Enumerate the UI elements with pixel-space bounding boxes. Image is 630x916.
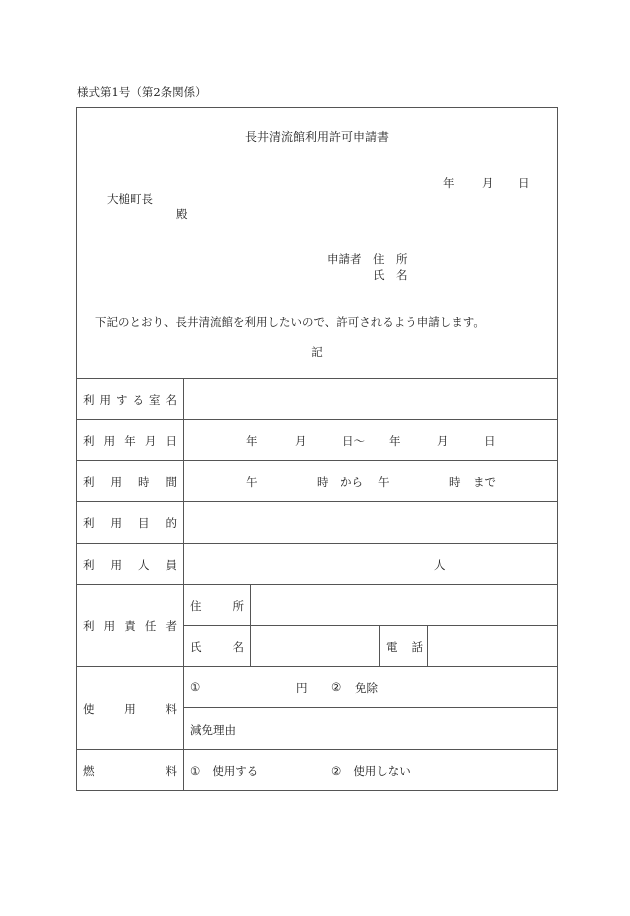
until-label: まで: [473, 475, 496, 489]
end-day-field[interactable]: 日: [484, 434, 496, 448]
time-label: 利 用 時 間: [83, 475, 177, 489]
purpose-label: 利 用 目 的: [83, 516, 177, 530]
start-day-field[interactable]: 日〜: [342, 434, 365, 448]
fuel-option-use[interactable]: ① 使用する: [190, 764, 259, 778]
reduction-reason-input[interactable]: [242, 709, 555, 747]
phone-input[interactable]: [429, 627, 555, 665]
request-statement: 下記のとおり、長井清流館を利用したいので、許可されるよう申請します。: [95, 315, 485, 329]
end-month-field[interactable]: 月: [437, 434, 449, 448]
divider: [77, 584, 557, 585]
applicant-name-field[interactable]: 氏 名: [373, 268, 408, 282]
purpose-input[interactable]: [185, 503, 555, 541]
fee-option-amount[interactable]: ①: [190, 680, 201, 694]
yen-label: 円: [296, 681, 308, 695]
date-day-label[interactable]: 日: [518, 176, 530, 190]
responsible-address-label: 住 所: [190, 599, 244, 613]
phone-label-right-divider: [427, 625, 428, 666]
start-year-field[interactable]: 年: [246, 434, 258, 448]
fee-option-exempt[interactable]: ②: [331, 680, 342, 694]
reduction-reason-label: 減免理由: [190, 723, 236, 737]
date-month-label[interactable]: 月: [482, 176, 494, 190]
start-hour-field[interactable]: 時: [317, 475, 329, 489]
exempt-label: 免除: [355, 681, 378, 695]
applicant-address-field[interactable]: 住 所: [373, 252, 408, 266]
form-title: 長井清流館利用許可申請書: [244, 130, 389, 144]
responsible-name-input[interactable]: [252, 627, 377, 665]
fuel-option-not-use[interactable]: ② 使用しない: [331, 764, 411, 778]
applicant-label: 申請者: [327, 252, 362, 266]
divider: [77, 501, 557, 502]
honorific: 殿: [176, 207, 188, 221]
responsible-address-input[interactable]: [252, 586, 555, 624]
room-input[interactable]: [185, 380, 555, 418]
fuel-label: 燃 料: [83, 764, 177, 778]
date-year-label[interactable]: 年: [443, 176, 455, 190]
end-ampm-field[interactable]: 午: [378, 475, 390, 489]
sublabel-divider: [250, 584, 251, 666]
ki-marker: 記: [311, 345, 323, 359]
divider: [77, 749, 557, 750]
divider: [77, 666, 557, 667]
start-ampm-field[interactable]: 午: [246, 475, 258, 489]
addressee: 大槌町長: [107, 192, 153, 206]
divider: [77, 460, 557, 461]
end-year-field[interactable]: 年: [389, 434, 401, 448]
label-column-divider: [183, 378, 184, 790]
divider: [184, 707, 557, 708]
phone-label: 電 話: [386, 640, 423, 654]
people-label: 利 用 人 員: [83, 558, 177, 572]
divider: [184, 625, 557, 626]
divider: [77, 543, 557, 544]
end-hour-field[interactable]: 時: [449, 475, 461, 489]
room-label: 利 用 す る 室 名: [83, 393, 177, 407]
responsible-name-label: 氏 名: [190, 640, 244, 654]
people-count-field[interactable]: 人: [434, 558, 446, 572]
application-form: [76, 107, 558, 791]
phone-label-left-divider: [379, 625, 380, 666]
start-month-field[interactable]: 月: [295, 434, 307, 448]
date-label: 利 用 年 月 日: [83, 434, 177, 448]
divider: [77, 419, 557, 420]
form-number: 様式第1号（第2条関係）: [77, 85, 207, 99]
divider: [77, 378, 557, 379]
from-label: から: [340, 475, 363, 489]
responsible-label: 利 用 責 任 者: [83, 619, 177, 633]
fee-label: 使 用 料: [83, 702, 177, 716]
